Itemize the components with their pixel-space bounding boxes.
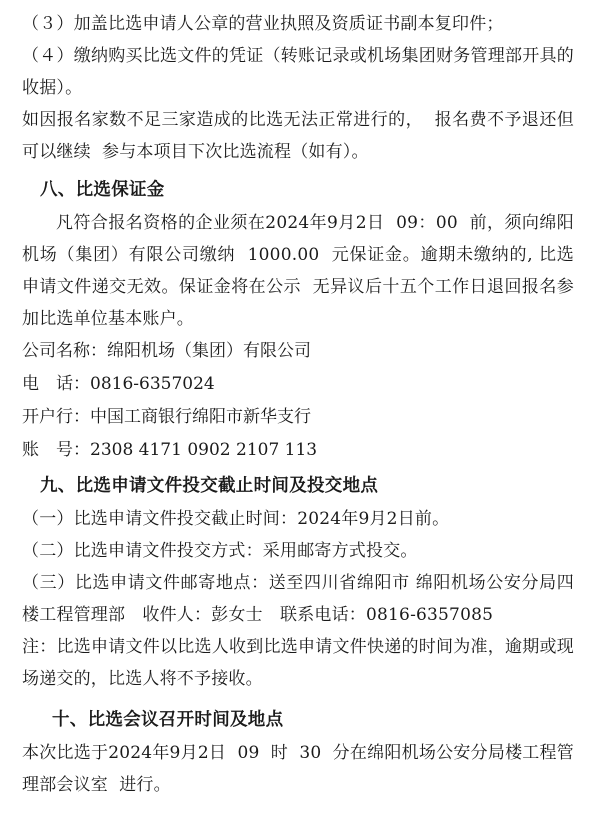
section-10-body: 本次比选于2024年9月2日 09 时 30 分在绵阳机场公安分局楼工程管理部会议室 进行。 — [22, 743, 574, 795]
field-bank-label: 开户行： — [22, 407, 90, 427]
section-heading-9: 九、比选申请文件投交截止时间及投交地点 — [40, 476, 379, 496]
paragraph-refund-note: 如因报名家数不足三家造成的比选无法正常进行的， 报名费不予退还但可以继续 参与本项目下次比选流程（如有）。 — [22, 110, 574, 162]
section-9-item-2: （二）比选申请文件投交方式：采用邮寄方式投交。 — [22, 541, 418, 561]
section-heading-8: 八、比选保证金 — [40, 180, 165, 200]
field-account-value: 2308 4171 0902 2107 113 — [90, 440, 318, 460]
paragraph-item-4: （４）缴纳购买比选文件的凭证（转账记录或机场集团财务管理部开具的收据）。 — [22, 46, 574, 98]
paragraph-item-3: （３）加盖比选申请人公章的营业执照及资质证书副本复印件； — [22, 14, 504, 34]
section-9-note: 注：比选申请文件以比选人收到比选申请文件快递的时间为准，逾期或现场递交的，比选人将不予接收。 — [22, 637, 574, 689]
field-phone-label: 电 话： — [22, 374, 90, 394]
field-phone-value: 0816-6357024 — [90, 374, 215, 394]
section-8-body: 凡符合报名资格的企业须在2024年9月2日 09：00 前，须向绵阳机场（集团）有限公司缴纳 1000.00 元保证金。逾期未缴纳的, 比选申请文件递交无效。保证金将在公示 无异议后十五个工作日退回报名参加比选单位基本账户。 — [22, 213, 574, 329]
section-heading-10: 十、比选会议召开时间及地点 — [52, 710, 284, 730]
section-9-item-3: （三）比选申请文件邮寄地点：送至四川省绵阳市 绵阳机场公安分局四楼工程管理部 收件人：彭女士 联系电话：0816-6357085 — [22, 573, 574, 625]
field-company-name — [22, 335, 574, 368]
field-company-name-label: 公司名称： — [22, 341, 107, 361]
field-account — [22, 434, 574, 467]
field-company-name-value: 绵阳机场（集团）有限公司 — [107, 341, 311, 361]
field-phone — [22, 368, 574, 401]
field-account-label: 账 号： — [22, 440, 90, 460]
spacer — [22, 695, 574, 703]
field-bank — [22, 401, 574, 434]
field-bank-value: 中国工商银行绵阳市新华支行 — [90, 407, 311, 427]
section-9-item-1: （一）比选申请文件投交截止时间：2024年9月2日前。 — [22, 509, 450, 529]
